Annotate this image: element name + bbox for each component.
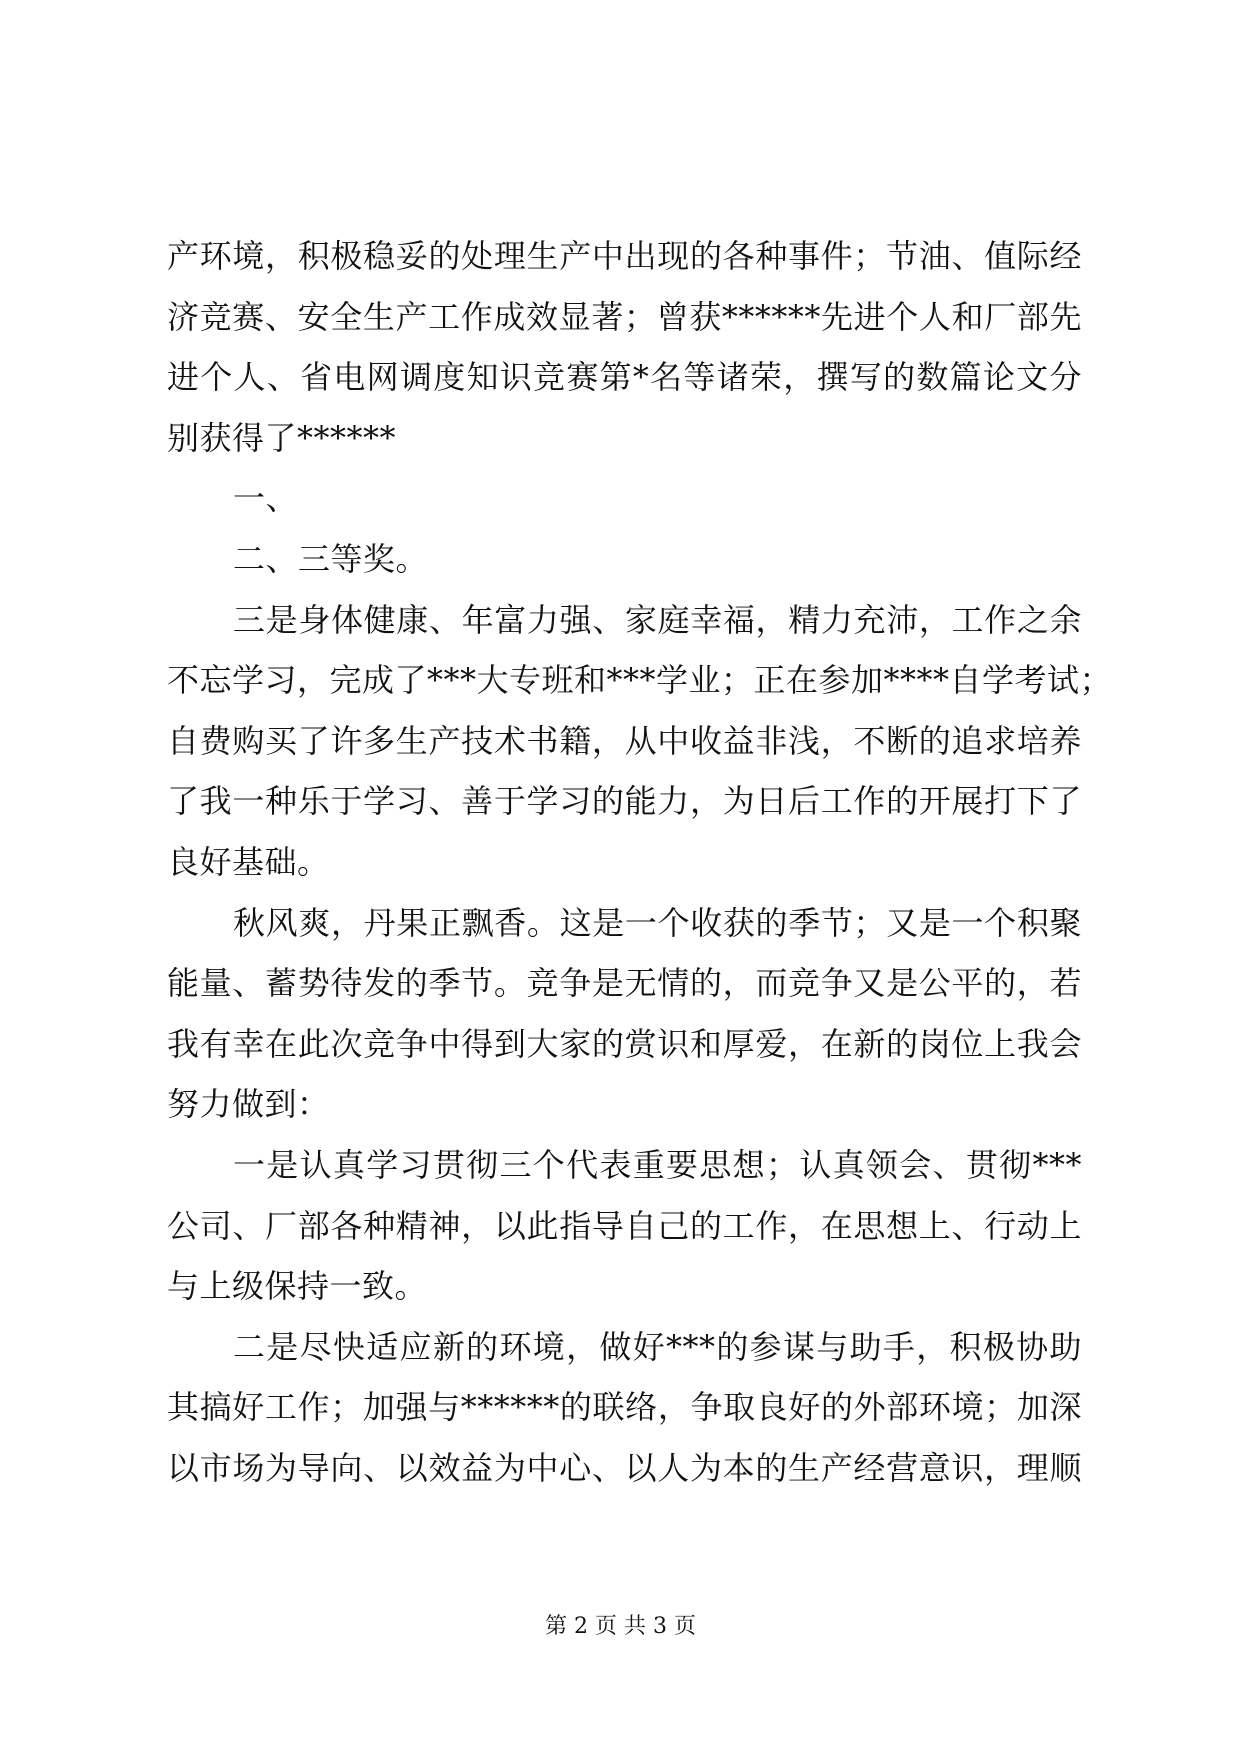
page-footer: 第 2 页 共 3 页 <box>545 1614 696 1639</box>
text-line: 产环境，积极稳妥的处理生产中出现的各种事件；节油、值际经 <box>167 237 1082 275</box>
text-line: 与上级保持一致。 <box>167 1267 428 1306</box>
text-line: 进个人、省电网调度知识竞赛第*名等诸荣，撰写的数篇论文分 <box>167 358 1082 397</box>
text-line: 自费购买了许多生产技术书籍，从中收益非浅，不断的追求培养 <box>167 721 1082 760</box>
text-line: 了我一种乐于学习、善于学习的能力，为日后工作的开展打下了 <box>167 782 1082 821</box>
text-line: 二、三等奖。 <box>233 539 429 578</box>
text-line: 良好基础。 <box>167 842 330 881</box>
text-line: 能量、蓄势待发的季节。竞争是无情的，而竞争又是公平的，若 <box>167 964 1082 1003</box>
text-line: 秋风爽，丹果正飘香。这是一个收获的季节；又是一个积聚 <box>233 903 1082 942</box>
body-text <box>167 226 1113 1498</box>
text-line: 以市场为导向、以效益为中心、以人为本的生产经营意识，理顺 <box>167 1448 1082 1487</box>
text-line: 一、 <box>233 479 299 518</box>
text-line: 不忘学习，完成了***大专班和***学业；正在参加****自学考试； <box>167 661 1113 700</box>
text-line: 其搞好工作；加强与******的联络，争取良好的外部环境；加深 <box>167 1388 1082 1427</box>
text-line: 公司、厂部各种精神，以此指导自己的工作，在思想上、行动上 <box>167 1206 1082 1245</box>
text-line: 二是尽快适应新的环境，做好***的参谋与助手，积极协助 <box>233 1327 1082 1366</box>
text-line: 努力做到： <box>167 1085 330 1124</box>
text-line: 一是认真学习贯彻三个代表重要思想；认真领会、贯彻*** <box>233 1145 1082 1184</box>
text-line: 济竞赛、安全生产工作成效显著；曾获******先进个人和厂部先 <box>167 297 1082 336</box>
text-line: 三是身体健康、年富力强、家庭幸福，精力充沛，工作之余 <box>233 600 1082 639</box>
text-line: 别获得了****** <box>167 418 397 457</box>
text-line: 我有幸在此次竞争中得到大家的赏识和厚爱，在新的岗位上我会 <box>167 1024 1082 1063</box>
